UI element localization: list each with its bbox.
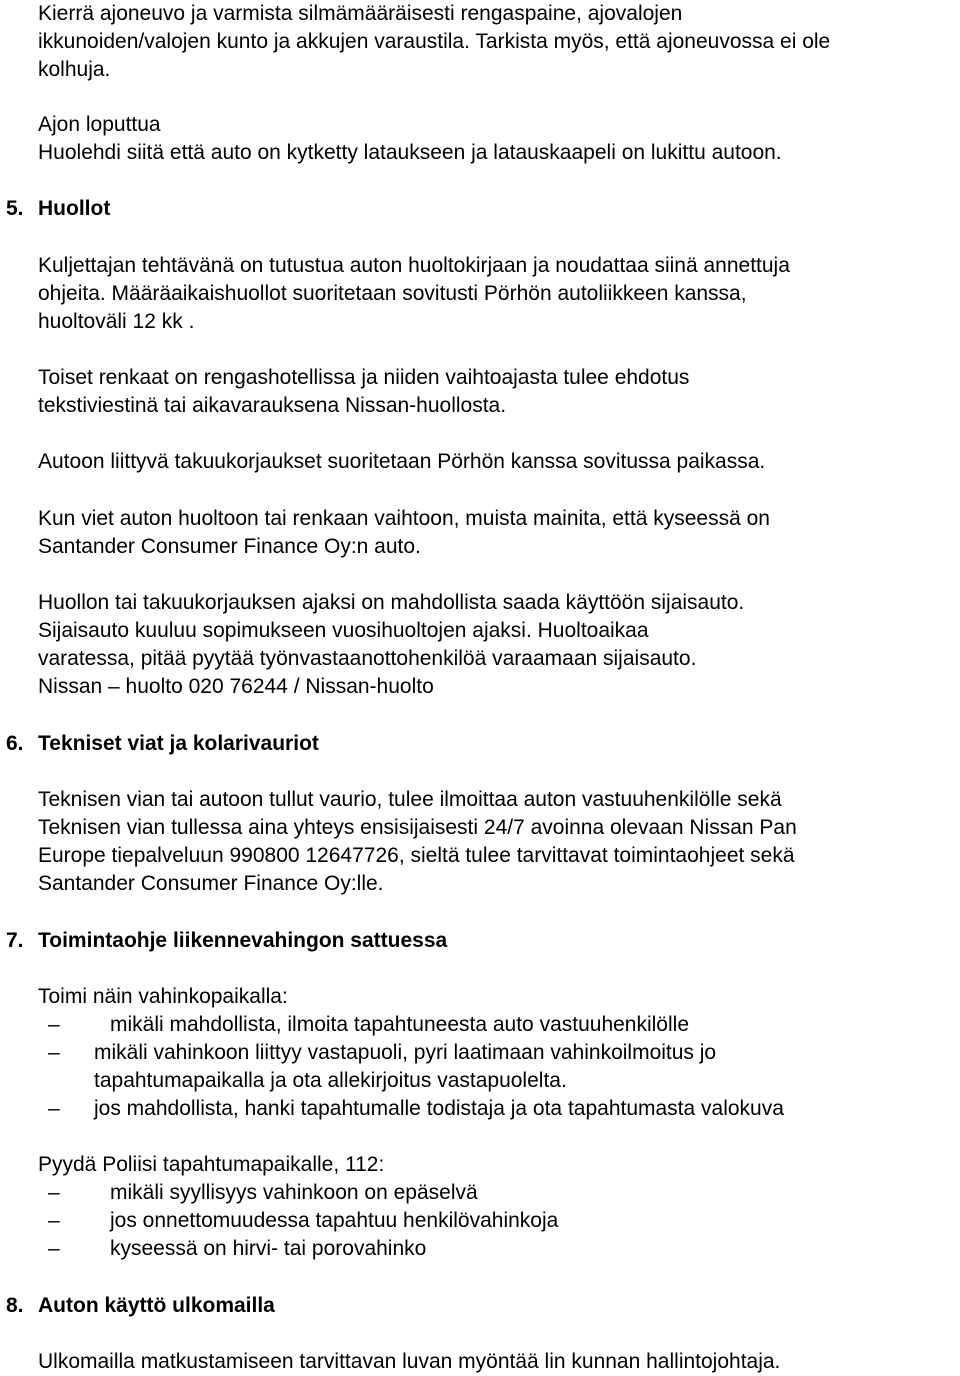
section-5-p2-line-1: Toiset renkaat on rengashotellissa ja niiden vaihtoajasta tulee ehdotus (38, 366, 690, 389)
list-1-dash-2: – (48, 1041, 60, 1064)
section-6-line-1: Teknisen vian tai autoon tullut vaurio, tulee ilmoittaa auton vastuuhenkilölle sekä (38, 788, 782, 811)
list-2-dash-2: – (48, 1209, 60, 1232)
list-2-item-3: kyseessä on hirvi- tai porovahinko (110, 1237, 427, 1260)
section-6-number: 6. (6, 732, 24, 755)
list-1-item-3: jos mahdollista, hanki tapahtumalle todistaja ja ota tapahtumasta valokuva (94, 1097, 784, 1120)
list-2-title: Pyydä Poliisi tapahtumapaikalle, 112: (38, 1153, 385, 1176)
section-7-title: Toimintaohje liikennevahingon sattuessa (38, 929, 448, 952)
intro-line-3: kolhuja. (38, 58, 111, 81)
intro-line-2: ikkunoiden/valojen kunto ja akkujen varaustila. Tarkista myös, että ajoneuvossa ei ole (38, 30, 831, 53)
section-5-p4-line-1: Kun viet auton huoltoon tai renkaan vaihtoon, muista mainita, että kyseessä on (38, 507, 770, 530)
section-5-p5-line-1: Huollon tai takuukorjauksen ajaksi on mahdollista saada käyttöön sijaisauto. (38, 591, 745, 614)
list-1-item-1: mikäli mahdollista, ilmoita tapahtuneesta auto vastuuhenkilölle (110, 1013, 689, 1036)
section-5-p5-line-4: Nissan – huolto 020 76244 / Nissan-huolto (38, 675, 434, 698)
list-2-item-2: jos onnettomuudessa tapahtuu henkilövahinkoja (110, 1209, 559, 1232)
list-1-title: Toimi näin vahinkopaikalla: (38, 985, 288, 1008)
list-2-dash-1: – (48, 1181, 60, 1204)
section-5-p1-line-3: huoltoväli 12 kk . (38, 310, 195, 333)
list-1-item-2-cont: tapahtumapaikalla ja ota allekirjoitus vastapuolelta. (94, 1069, 567, 1092)
section-5-p3-line-1: Autoon liittyvä takuukorjaukset suoritetaan Pörhön kanssa sovitussa paikassa. (38, 450, 766, 473)
list-1-item-2: mikäli vahinkoon liittyy vastapuoli, pyri laatimaan vahinkoilmoitus jo (94, 1041, 717, 1064)
section-5-p5-line-3: varatessa, pitää pyytää työnvastaanottohenkilöä varaamaan sijaisauto. (38, 647, 697, 670)
intro-line-1: Kierrä ajoneuvo ja varmista silmämääräisesti rengaspaine, ajovalojen (38, 2, 683, 25)
section-8-line-1: Ulkomailla matkustamiseen tarvittavan luvan myöntää lin kunnan hallintojohtaja. (38, 1350, 781, 1373)
section-6-line-4: Santander Consumer Finance Oy:lle. (38, 872, 384, 895)
section-6-line-3: Europe tiepalveluun 990800 12647726, sieltä tulee tarvittavat toimintaohjeet sekä (38, 844, 795, 867)
trip-end-title: Ajon loputtua (38, 113, 161, 136)
section-5-title: Huollot (38, 197, 111, 220)
section-7-number: 7. (6, 929, 24, 952)
section-8-title: Auton käyttö ulkomailla (38, 1294, 275, 1317)
list-1-dash-3: – (48, 1097, 60, 1120)
section-6-title: Tekniset viat ja kolarivauriot (38, 732, 319, 755)
section-5-p5-line-2: Sijaisauto kuuluu sopimukseen vuosihuoltojen ajaksi. Huoltoaikaa (38, 619, 649, 642)
list-2-item-1: mikäli syyllisyys vahinkoon on epäselvä (110, 1181, 478, 1204)
trip-end-text: Huolehdi siitä että auto on kytketty lataukseen ja latauskaapeli on lukittu autoon. (38, 141, 782, 164)
section-5-p1-line-2: ohjeita. Määräaikaishuollot suoritetaan sovitusti Pörhön autoliikkeen kanssa, (38, 282, 747, 305)
list-1-dash-1: – (48, 1013, 60, 1036)
section-5-p4-line-2: Santander Consumer Finance Oy:n auto. (38, 535, 421, 558)
section-5-p2-line-2: tekstiviestinä tai aikavarauksena Nissan-huollosta. (38, 394, 507, 417)
section-5-number: 5. (6, 197, 24, 220)
list-2-dash-3: – (48, 1237, 60, 1260)
section-5-p1-line-1: Kuljettajan tehtävänä on tutustua auton huoltokirjaan ja noudattaa siinä annettuja (38, 254, 790, 277)
section-6-line-2: Teknisen vian tullessa aina yhteys ensisijaisesti 24/7 avoinna olevaan Nissan Pan (38, 816, 797, 839)
section-8-number: 8. (6, 1294, 24, 1317)
